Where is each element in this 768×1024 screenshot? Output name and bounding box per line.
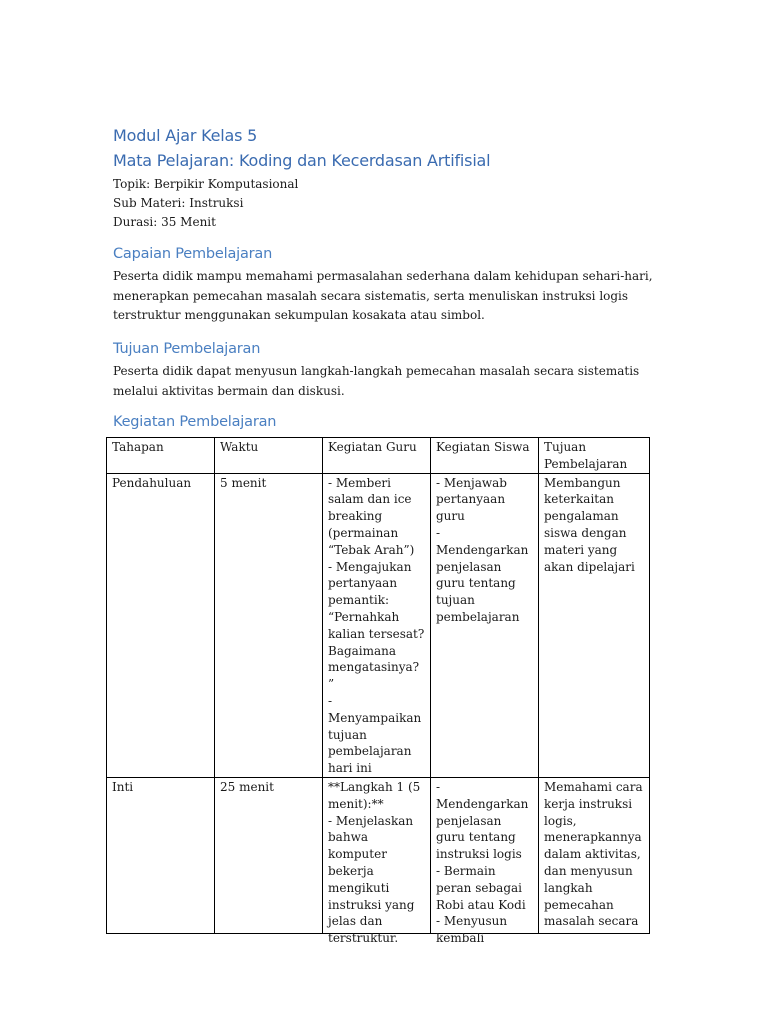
column-header: Kegiatan Guru bbox=[323, 438, 431, 474]
column-header: Kegiatan Siswa bbox=[431, 438, 539, 474]
guru-line: - Memberi salam dan ice breaking (permainan “Tebak Arah”) bbox=[328, 475, 415, 557]
cell-tujuan: Membangun keterkaitan pengalaman siswa dengan materi yang akan dipelajari bbox=[539, 473, 650, 777]
siswa-line: - Mendengarkan penjelasan guru tentang tujuan pembelajaran bbox=[436, 525, 529, 624]
guru-line: **Langkah 1 (5 menit):** bbox=[328, 779, 421, 811]
cell-tujuan-text: Memahami cara kerja instruksi logis, menerapkannya dalam aktivitas, dan menyusun langkah pemecahan masalah secara bbox=[544, 779, 643, 929]
tujuan-heading: Tujuan Pembelajaran bbox=[113, 341, 261, 357]
cell-tahapan: Pendahuluan bbox=[107, 473, 215, 777]
capaian-heading: Capaian Pembelajaran bbox=[113, 246, 273, 262]
meta-sub-materi: Sub Materi: Instruksi bbox=[113, 196, 244, 210]
kegiatan-table bbox=[106, 437, 650, 946]
siswa-line: - Mendengarkan penjelasan guru tentang instruksi logis bbox=[436, 779, 529, 862]
siswa-lines bbox=[436, 779, 533, 946]
kegiatan-heading: Kegiatan Pembelajaran bbox=[113, 414, 277, 430]
siswa-line: - Menyusun kembali bbox=[436, 914, 508, 946]
cell-tahapan-text: Inti bbox=[112, 779, 134, 794]
meta-durasi: Durasi: 35 Menit bbox=[113, 215, 216, 229]
cell-waktu-text: 25 menit bbox=[220, 779, 274, 794]
module-title: Modul Ajar Kelas 5 bbox=[113, 126, 258, 145]
meta-topik: Topik: Berpikir Komputasional bbox=[113, 177, 299, 191]
siswa-line: - Menjawab pertanyaan guru bbox=[436, 475, 507, 524]
cell-kegiatan-siswa bbox=[431, 777, 539, 946]
guru-line: - Mengajukan pertanyaan pemantik: “Pernahkah kalian tersesat? Bagaimana mengatasinya?” bbox=[328, 559, 425, 692]
guru-lines bbox=[328, 779, 425, 946]
table-header-row bbox=[107, 438, 650, 474]
subject-title: Mata Pelajaran: Koding dan Kecerdasan Artifisial bbox=[113, 151, 491, 170]
table-row bbox=[107, 777, 650, 933]
cell-waktu: 5 menit bbox=[215, 473, 323, 777]
column-header: Tujuan Pembelajaran bbox=[539, 438, 650, 474]
tujuan-text: Peserta didik dapat menyusun langkah-langkah pemecahan masalah secara sistematis melalui aktivitas bermain dan diskusi. bbox=[113, 364, 640, 398]
cell-kegiatan-guru bbox=[323, 777, 431, 946]
guru-line: - Menjelaskan bahwa komputer bekerja mengikuti instruksi yang jelas dan terstruktur. bbox=[328, 813, 415, 946]
column-header: Tahapan bbox=[107, 438, 215, 474]
guru-line: - Menyampaikan tujuan pembelajaran hari ini bbox=[328, 693, 422, 776]
table-row bbox=[107, 473, 650, 777]
column-header: Waktu bbox=[215, 438, 323, 474]
cell-tujuan bbox=[539, 777, 650, 933]
cell-waktu bbox=[215, 777, 323, 933]
cell-kegiatan-siswa bbox=[431, 473, 539, 777]
capaian-text: Peserta didik mampu memahami permasalahan sederhana dalam kehidupan sehari-hari, menerapkan pemecahan masalah secara sistematis, serta menuliskan instruksi logis terstruktur menggunakan sekumpulan kosakata atau simbol. bbox=[113, 269, 653, 322]
siswa-line: - Bermain peran sebagai Robi atau Kodi bbox=[436, 863, 526, 912]
cell-kegiatan-guru bbox=[323, 473, 431, 777]
cell-tahapan bbox=[107, 777, 215, 933]
